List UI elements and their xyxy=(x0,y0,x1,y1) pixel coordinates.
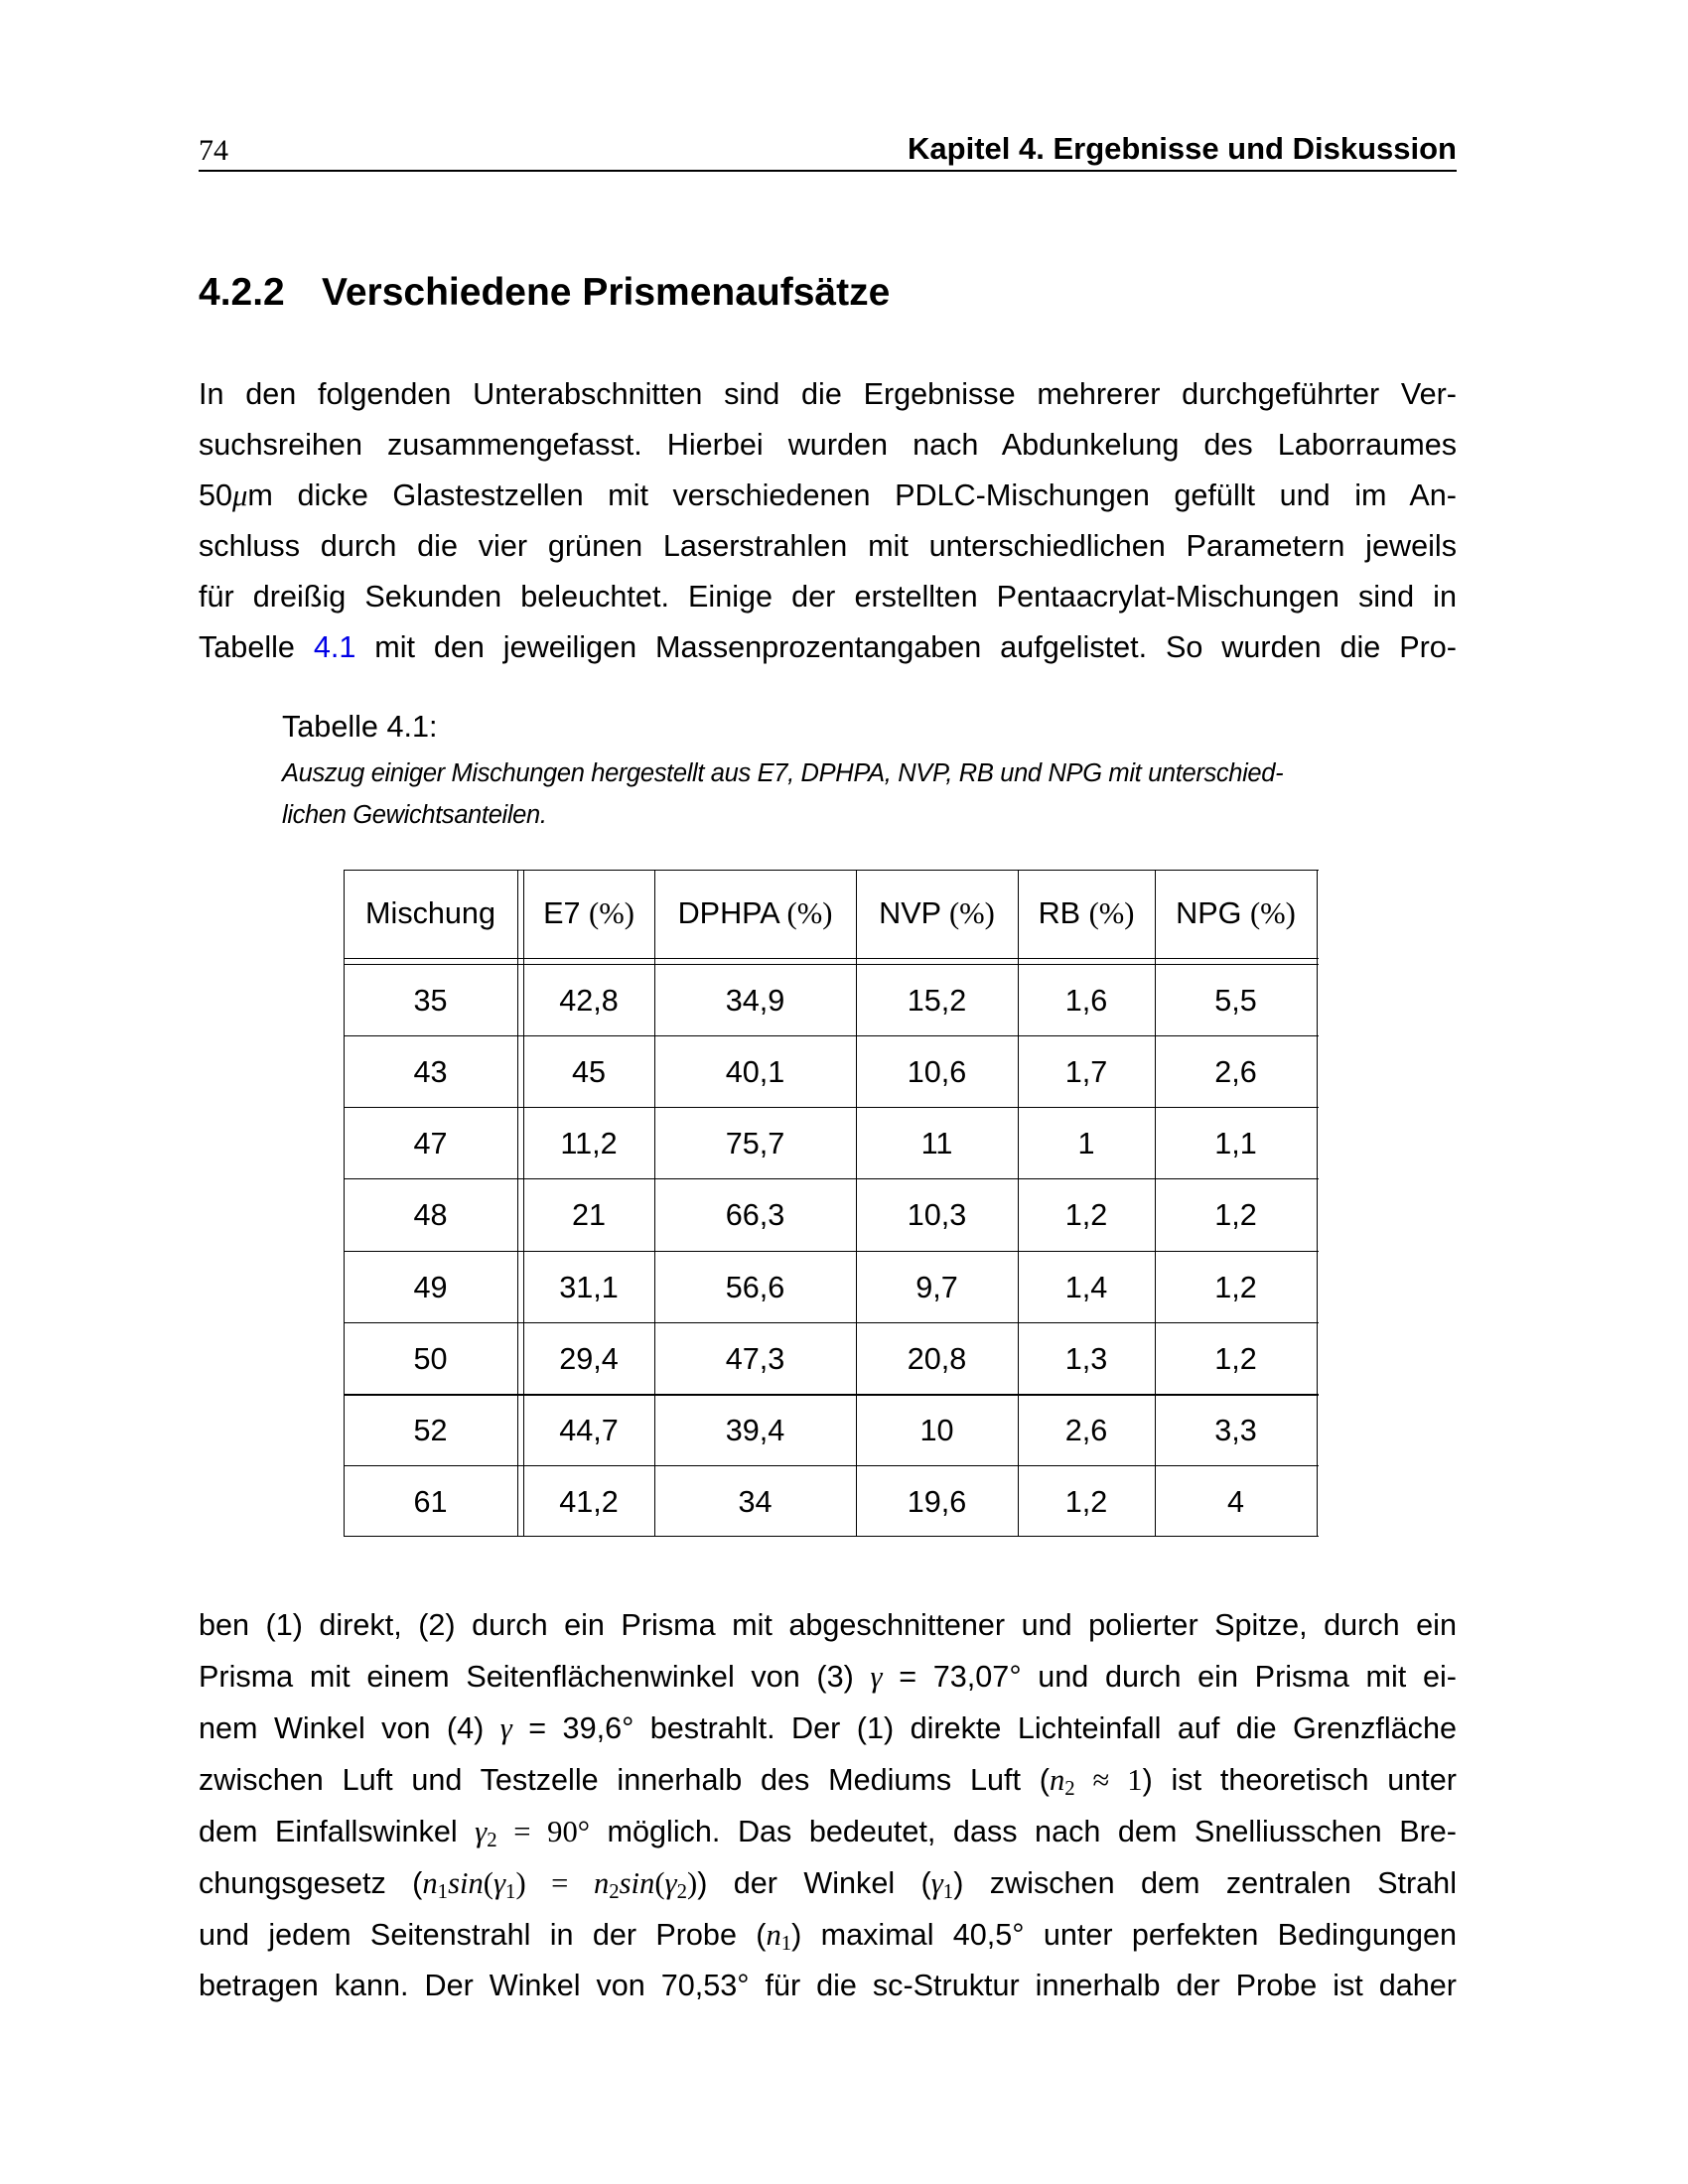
text-line: schluss durch die vier grünen Laserstrahlen mit unterschiedlichen Parametern jeweils xyxy=(199,529,1457,563)
table-rule xyxy=(344,1394,1319,1396)
text-line: für dreißig Sekunden beleuchtet. Einige der erstellten Pentaacrylat-Mischungen sind in xyxy=(199,580,1457,614)
table-cell: 2,6 xyxy=(1064,1414,1108,1447)
column-header-mischung xyxy=(344,893,517,933)
table-cell: 1,2 xyxy=(1214,1342,1257,1376)
table-cell: 56,6 xyxy=(725,1271,785,1304)
text-fragment: chungsgesetz ( xyxy=(199,1866,423,1900)
text-fragment: Tabelle xyxy=(199,630,314,664)
table-cell: 31,1 xyxy=(559,1271,619,1304)
header-text: RB xyxy=(1038,896,1089,930)
table-cell: 41,2 xyxy=(559,1485,619,1519)
mixtures-table xyxy=(344,870,1319,1537)
text-line: In den folgenden Unterabschnitten sind die Ergebnisse mehrerer durchgeführter Ver- xyxy=(199,377,1457,411)
table-cell: 1,2 xyxy=(1214,1271,1257,1304)
text-line xyxy=(199,1915,1457,1955)
text-fragment: mit den jeweiligen Massenprozentangaben aufgelistet. So wurden die Pro- xyxy=(355,630,1457,664)
text-line: betragen kann. Der Winkel von 70,53° für die sc-Struktur innerhalb der Probe ist daher xyxy=(199,1969,1457,2002)
table-cell: 3,3 xyxy=(1214,1414,1257,1447)
header-text: Mischung xyxy=(365,896,495,930)
text-fragment: möglich. Das bedeutet, dass nach dem Snelliusschen Bre- xyxy=(590,1815,1457,1848)
column-header-npg xyxy=(1155,893,1317,933)
table-cell: 1 xyxy=(1077,1127,1095,1160)
math-gamma: γ xyxy=(664,1866,677,1900)
table-cell: 1,3 xyxy=(1064,1342,1108,1376)
text-line xyxy=(199,1657,1457,1697)
math-gamma: γ xyxy=(870,1660,883,1694)
math-gamma: γ xyxy=(475,1815,488,1848)
text-fragment: nem Winkel von (4) xyxy=(199,1711,500,1745)
table-cell: 34,9 xyxy=(725,984,785,1018)
header-unit: (%) xyxy=(948,896,995,930)
table-caption-label: Tabelle 4.1: xyxy=(282,710,438,744)
table-cell: 10 xyxy=(919,1414,954,1447)
table-rule xyxy=(344,964,1319,965)
math-gamma: γ xyxy=(930,1866,943,1900)
math-n: n xyxy=(766,1918,781,1952)
table-rule xyxy=(344,958,1319,959)
table-rule xyxy=(344,1035,1319,1036)
math-paren: ( xyxy=(654,1866,665,1900)
header-unit: (%) xyxy=(1088,896,1135,930)
section-title: Verschiedene Prismenaufsätze xyxy=(322,271,891,314)
math-subscript: 2 xyxy=(1064,1777,1075,1801)
table-cell: 34 xyxy=(738,1485,773,1519)
text-line: suchsreihen zusammengefasst. Hierbei wurden nach Abdunkelung des Laborraumes xyxy=(199,428,1457,462)
table-cell: 61 xyxy=(413,1485,448,1519)
header-unit: (%) xyxy=(786,896,833,930)
text-fragment: m dicke Glastestzellen mit verschiedenen PDLC-Mischungen gefüllt und im An- xyxy=(247,478,1457,512)
math-n: n xyxy=(1049,1763,1065,1797)
math-subscript: 1 xyxy=(942,1880,954,1904)
math-approx: ≈ 1 xyxy=(1074,1763,1143,1797)
table-cell: 4 xyxy=(1226,1485,1244,1519)
header-unit: (%) xyxy=(1249,896,1296,930)
column-header-nvp xyxy=(856,893,1018,933)
table-cell: 45 xyxy=(571,1055,607,1089)
text-fragment: Prisma mit einem Seitenflächenwinkel von (3) xyxy=(199,1660,871,1694)
section-heading xyxy=(199,269,1457,317)
table-cell: 66,3 xyxy=(725,1198,785,1232)
math-paren: ) xyxy=(687,1866,698,1900)
table-cell: 40,1 xyxy=(725,1055,785,1089)
table-cell: 1,4 xyxy=(1064,1271,1108,1304)
table-cell: 47,3 xyxy=(725,1342,785,1376)
text-line xyxy=(199,627,1457,667)
text-line: ben (1) direkt, (2) durch ein Prisma mit abgeschnittener und polierter Spitze, durch ein xyxy=(199,1608,1457,1642)
table-cell: 1,6 xyxy=(1064,984,1108,1018)
table-cell: 29,4 xyxy=(559,1342,619,1376)
table-cell: 1,7 xyxy=(1064,1055,1108,1089)
math-eq: = xyxy=(525,1866,594,1900)
table-rule xyxy=(344,1178,1319,1179)
table-cell: 48 xyxy=(413,1198,448,1232)
text-fragment: ) ist theoretisch unter xyxy=(1142,1763,1457,1797)
table-cell: 11,2 xyxy=(560,1127,618,1160)
math-eq: = 90° xyxy=(496,1815,591,1848)
table-rule xyxy=(344,1465,1319,1466)
text-fragment: ) der Winkel ( xyxy=(697,1866,931,1900)
math-subscript: 2 xyxy=(609,1880,620,1904)
table-cell: 35 xyxy=(413,984,448,1018)
header-rule xyxy=(199,170,1457,172)
math-gamma: γ xyxy=(499,1711,512,1745)
table-cell: 44,7 xyxy=(559,1414,619,1447)
math-subscript: 1 xyxy=(437,1880,449,1904)
text-line xyxy=(199,1812,1457,1851)
table-cell: 1,2 xyxy=(1064,1485,1108,1519)
math-mu: μ xyxy=(232,478,248,512)
table-cell: 75,7 xyxy=(725,1127,785,1160)
text-fragment: ) zwischen dem zentralen Strahl xyxy=(953,1866,1457,1900)
text-line xyxy=(199,476,1457,515)
section-number: 4.2.2 xyxy=(199,271,285,314)
table-reference-link[interactable]: 4.1 xyxy=(313,630,356,664)
table-cell: 5,5 xyxy=(1214,984,1257,1018)
table-caption-text: lichen Gewichtsanteilen. xyxy=(282,801,547,829)
table-cell: 19,6 xyxy=(907,1485,967,1519)
math-subscript: 1 xyxy=(505,1880,516,1904)
table-rule xyxy=(344,870,1319,871)
table-rule xyxy=(344,1536,1319,1537)
math-paren: ) xyxy=(515,1866,526,1900)
text-fragment: ) maximal 40,5° unter perfekten Bedingungen xyxy=(791,1918,1457,1952)
math-paren: ( xyxy=(483,1866,493,1900)
text-fragment: und jedem Seitenstrahl in der Probe ( xyxy=(199,1918,767,1952)
column-header-dphpa xyxy=(654,893,856,933)
math-gamma: γ xyxy=(492,1866,506,1900)
table-cell: 52 xyxy=(413,1414,448,1447)
table-cell: 50 xyxy=(413,1342,448,1376)
table-cell: 1,2 xyxy=(1214,1198,1257,1232)
table-cell: 10,3 xyxy=(907,1198,967,1232)
text-line xyxy=(199,1863,1457,1903)
math-n: n xyxy=(422,1866,438,1900)
table-cell: 2,6 xyxy=(1214,1055,1257,1089)
page-number: 74 xyxy=(199,134,228,167)
text-fragment: = 73,07° und durch ein Prisma mit ei- xyxy=(882,1660,1457,1694)
column-header-e7 xyxy=(523,893,654,933)
math-n: n xyxy=(593,1866,610,1900)
text-fragment: = 39,6° bestrahlt. Der (1) direkte Lichteinfall auf die Grenzfläche xyxy=(511,1711,1457,1745)
table-rule xyxy=(517,870,518,1537)
text-fragment: dem Einfallswinkel xyxy=(199,1815,476,1848)
text-fragment: 50 xyxy=(199,478,233,512)
table-cell: 49 xyxy=(413,1271,448,1304)
table-caption-text: Auszug einiger Mischungen hergestellt aus E7, DPHPA, NVP, RB und NPG mit unterschied- xyxy=(282,759,1284,787)
math-sin: sin xyxy=(619,1866,655,1900)
table-cell: 10,6 xyxy=(907,1055,967,1089)
header-text: E7 xyxy=(543,896,590,930)
table-cell: 42,8 xyxy=(559,984,619,1018)
header-text: NVP xyxy=(879,896,949,930)
table-cell: 1,1 xyxy=(1214,1127,1257,1160)
text-fragment: zwischen Luft und Testzelle innerhalb des Mediums Luft ( xyxy=(199,1763,1050,1797)
table-cell: 43 xyxy=(413,1055,448,1089)
table-cell: 1,2 xyxy=(1064,1198,1108,1232)
table-cell: 15,2 xyxy=(907,984,967,1018)
table-rule xyxy=(344,1107,1319,1108)
table-cell: 9,7 xyxy=(915,1271,958,1304)
text-line xyxy=(199,1708,1457,1748)
text-line xyxy=(199,1760,1457,1800)
header-unit: (%) xyxy=(589,896,634,930)
table-cell: 11 xyxy=(920,1127,953,1160)
table-rule xyxy=(344,1251,1319,1252)
column-header-rb xyxy=(1018,893,1155,933)
table-rule xyxy=(1317,870,1318,1537)
table-cell: 20,8 xyxy=(907,1342,967,1376)
table-rule xyxy=(344,1322,1319,1323)
table-cell: 39,4 xyxy=(725,1414,785,1447)
math-subscript: 2 xyxy=(676,1880,688,1904)
running-head xyxy=(199,125,1457,171)
table-cell: 47 xyxy=(413,1127,448,1160)
chapter-title: Kapitel 4. Ergebnisse und Diskussion xyxy=(908,131,1457,166)
math-subscript: 1 xyxy=(780,1932,792,1956)
math-sin: sin xyxy=(448,1866,484,1900)
math-subscript: 2 xyxy=(487,1829,497,1852)
header-text: NPG xyxy=(1176,896,1250,930)
table-cell: 21 xyxy=(571,1198,607,1232)
header-text: DPHPA xyxy=(677,896,787,930)
